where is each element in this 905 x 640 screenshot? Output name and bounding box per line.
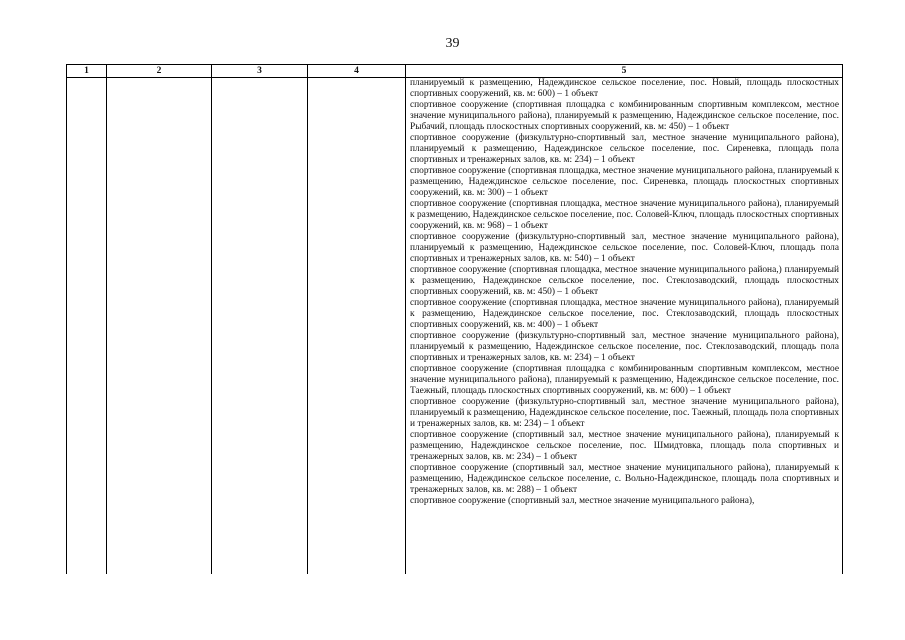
column-header-2: 2 bbox=[107, 65, 212, 78]
facility-entry: спортивное сооружение (физкультурно-спортивный зал, местное значение муниципального района), планируемый к размещению, Надеждинское сельское поселение, пос. Стеклозаводский, площадь пола спортивных и тренажерных залов, кв. м: 234) – 1 объект bbox=[410, 331, 839, 363]
cell-column-1 bbox=[67, 78, 107, 575]
cell-column-3 bbox=[212, 78, 308, 575]
facility-entry: спортивное сооружение (физкультурно-спортивный зал, местное значение муниципального района), планируемый к размещению, Надеждинское сельское поселение, пос. Таежный, площадь пола спортивных и тренажерных залов, кв. м: 234) – 1 объект bbox=[410, 397, 840, 429]
page-number: 39 bbox=[445, 36, 460, 51]
facility-entry: спортивное сооружение (спортивная площадка, местное значение муниципального района, планируемый к размещению, Надеждинское сельское поселение, пос. Сиреневка, площадь плоскостных спортивных сооружений, кв. м: 300) – 1 объект bbox=[410, 166, 839, 198]
facility-entry: спортивное сооружение (спортивная площадка, местное значение муниципального района), планируемый к размещению, Надеждинское сельское поселение, пос. Соловей-Ключ, площадь плоскостных спортивных сооружений, кв. м: 968) – 1 объект bbox=[410, 199, 839, 231]
table-row bbox=[67, 78, 843, 575]
facility-entry: спортивное сооружение (спортивный зал, местное значение муниципального района), планируемый к размещению, Надеждинское сельское поселение, пос. Шмидтовка, площадь пола спортивных и тренажерных залов, кв. м: 234) – 1 объект bbox=[410, 430, 839, 462]
cell-column-5 bbox=[406, 78, 843, 575]
column-header-1: 1 bbox=[67, 65, 107, 78]
column-header-3: 3 bbox=[212, 65, 308, 78]
facility-entry: спортивное сооружение (спортивная площадка, местное значение муниципального района), планируемый к размещению, Надеждинское сельское поселение, пос. Стеклозаводский, площадь плоскостных спортивных сооружений, кв. м: 400) – 1 объект bbox=[410, 298, 839, 330]
facility-entry: спортивное сооружение (физкультурно-спортивный зал, местное значение муниципального района), планируемый к размещению, Надеждинское сельское поселение, пос. Соловей-Ключ, площадь пола спортивных и тренажерных залов, кв. м: 540) – 1 объект bbox=[410, 232, 839, 264]
planning-table bbox=[66, 64, 843, 574]
facility-entry: планируемый к размещению, Надеждинское сельское поселение, пос. Новый, площадь плоскостных спортивных сооружений, кв. м: 600) – 1 объект bbox=[410, 78, 839, 99]
facility-entry: спортивное сооружение (спортивный зал, местное значение муниципального района), bbox=[410, 496, 755, 506]
facility-entry: спортивное сооружение (спортивная площадка с комбинированным спортивным комплексом, местное значение муниципального района), планируемый к размещению, Надеждинское сельское поселение, пос. Рыбачий, площадь плоскостных спортивных сооружений, кв. м: 450) – 1 объект bbox=[410, 100, 839, 132]
facility-entry: спортивное сооружение (спортивная площадка с комбинированным спортивным комплексом, местное значение муниципального района), планируемый к размещению, Надеждинское сельское поселение, пос. Таежный, площадь плоскостных спортивных сооружений, кв. м: 600) – 1 объект bbox=[410, 364, 839, 396]
column-header-5: 5 bbox=[406, 65, 843, 78]
cell-column-4 bbox=[308, 78, 406, 575]
facility-entry: спортивное сооружение (спортивный зал, местное значение муниципального района), планируемый к размещению, Надеждинское сельское поселение, с. Вольно-Надеждинское, площадь пола спортивных и тренажерных залов, кв. м: 288) – 1 объект bbox=[410, 463, 839, 495]
facility-entry: спортивное сооружение (физкультурно-спортивный зал, местное значение муниципального района), планируемый к размещению, Надеждинское сельское поселение, пос. Сиреневка, площадь пола спортивных и тренажерных залов, кв. м: 234) – 1 объект bbox=[410, 133, 839, 165]
cell-column-2 bbox=[107, 78, 212, 575]
table-header-row bbox=[67, 65, 843, 78]
facility-entry: спортивное сооружение (спортивная площадка, местное значение муниципального района,) планируемый к размещению, Надеждинское сельское поселение, пос. Стеклозаводский, площадь плоскостных спортивных сооружений, кв. м: 450) – 1 объект bbox=[410, 265, 839, 297]
column-header-4: 4 bbox=[308, 65, 406, 78]
